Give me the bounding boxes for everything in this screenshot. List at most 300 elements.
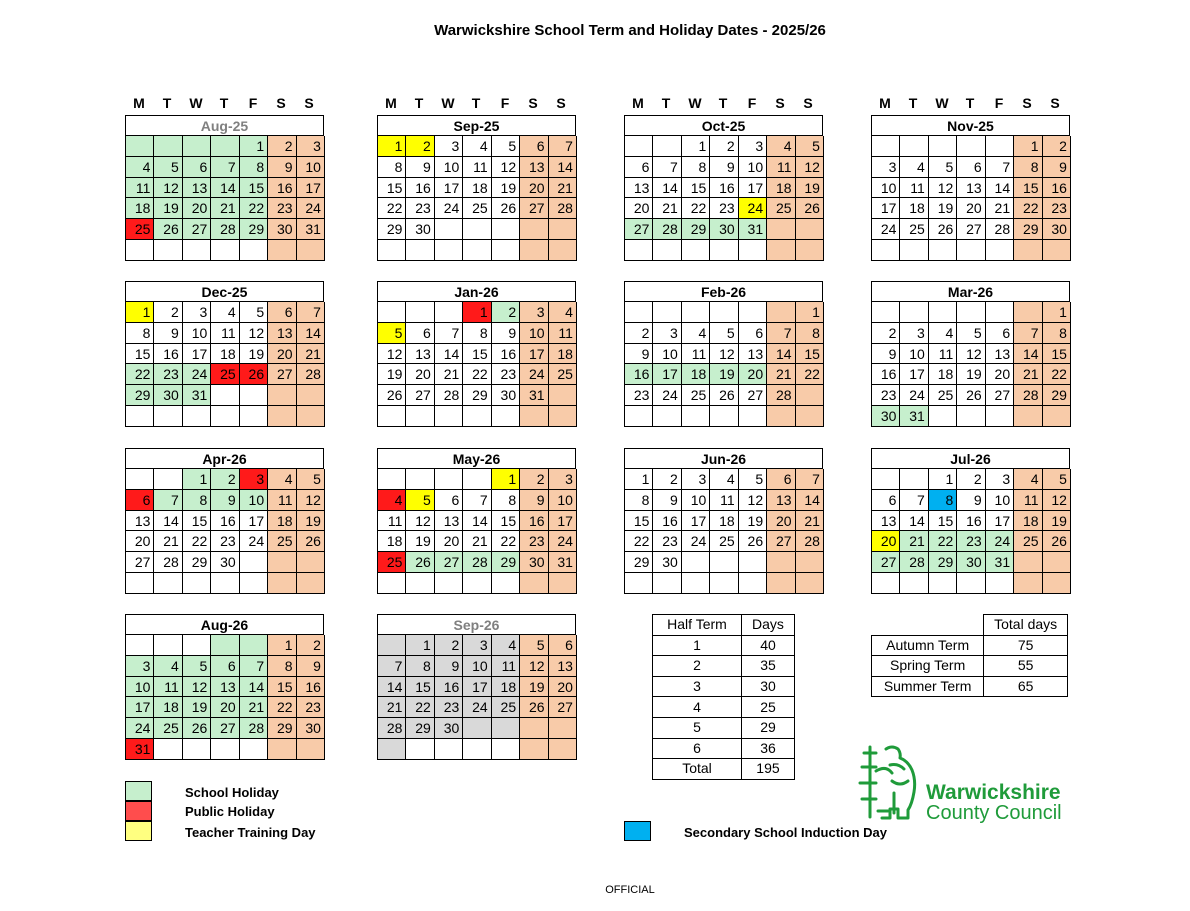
day-cell: 25 xyxy=(710,531,738,552)
day-cell: 29 xyxy=(682,219,710,240)
day-cell xyxy=(653,302,681,323)
day-cell xyxy=(240,739,268,760)
day-cell xyxy=(154,240,182,261)
day-cell: 17 xyxy=(183,344,211,365)
day-cell: 25 xyxy=(463,198,491,219)
day-cell: 14 xyxy=(767,344,795,365)
day-cell xyxy=(492,219,520,240)
day-cell xyxy=(492,573,520,594)
day-cell xyxy=(183,240,211,261)
table-row xyxy=(653,656,795,677)
day-cell: 19 xyxy=(492,178,520,199)
day-header-col4 xyxy=(871,96,1071,110)
day-cell xyxy=(710,406,738,427)
day-cell: 21 xyxy=(549,178,577,199)
day-cell: 10 xyxy=(520,323,548,344)
day-cell: 28 xyxy=(435,385,463,406)
day-cell: 28 xyxy=(796,531,824,552)
month-calendar xyxy=(125,614,324,760)
day-cell xyxy=(739,302,767,323)
day-cell xyxy=(378,573,406,594)
day-cell: 2 xyxy=(1043,136,1071,157)
day-cell xyxy=(406,240,434,261)
day-cell xyxy=(435,302,463,323)
day-cell: 5 xyxy=(297,469,325,490)
day-cell: 3 xyxy=(653,323,681,344)
day-cell: 27 xyxy=(767,531,795,552)
day-cell xyxy=(986,573,1014,594)
day-cell: 5 xyxy=(957,323,985,344)
day-cell: 12 xyxy=(154,178,182,199)
day-cell: 1 xyxy=(183,469,211,490)
day-cell: 19 xyxy=(1043,511,1071,532)
day-cell: 24 xyxy=(435,198,463,219)
day-header-letter: F xyxy=(500,95,510,111)
day-cell xyxy=(154,406,182,427)
table-row xyxy=(653,676,795,697)
day-cell xyxy=(682,406,710,427)
day-header-letter: S xyxy=(803,95,813,111)
month-calendar xyxy=(624,115,823,261)
day-cell: 7 xyxy=(549,136,577,157)
day-cell: 15 xyxy=(463,344,491,365)
day-cell: 23 xyxy=(406,198,434,219)
day-cell: 8 xyxy=(796,323,824,344)
day-cell: 26 xyxy=(154,219,182,240)
day-cell: 25 xyxy=(1014,531,1042,552)
month-title: Sep-25 xyxy=(377,115,576,135)
term-total-days: 65 xyxy=(984,676,1068,697)
day-cell: 16 xyxy=(1043,178,1071,199)
day-cell: 21 xyxy=(900,531,928,552)
day-cell: 17 xyxy=(549,511,577,532)
table-row xyxy=(653,738,795,759)
day-cell: 31 xyxy=(900,406,928,427)
day-cell: 31 xyxy=(520,385,548,406)
day-cell: 4 xyxy=(767,136,795,157)
month-calendar xyxy=(871,448,1070,594)
day-cell xyxy=(957,573,985,594)
day-cell: 10 xyxy=(739,157,767,178)
day-cell xyxy=(1043,406,1071,427)
day-cell xyxy=(682,552,710,573)
day-cell: 5 xyxy=(378,323,406,344)
day-cell: 19 xyxy=(739,511,767,532)
day-cell: 29 xyxy=(268,718,296,739)
day-cell: 6 xyxy=(872,490,900,511)
half-term-days: 36 xyxy=(741,738,794,759)
logo-line2: County Council xyxy=(926,802,1062,824)
day-cell: 2 xyxy=(211,469,239,490)
half-term-days: 195 xyxy=(741,759,794,780)
day-cell: 28 xyxy=(211,219,239,240)
day-cell xyxy=(183,573,211,594)
day-cell xyxy=(549,240,577,261)
day-cell: 9 xyxy=(297,656,325,677)
month-title: Oct-25 xyxy=(624,115,823,135)
legend-induction-day-swatch xyxy=(624,821,651,841)
day-cell xyxy=(463,240,491,261)
day-cell: 5 xyxy=(492,136,520,157)
day-cell: 17 xyxy=(682,511,710,532)
day-cell: 28 xyxy=(767,385,795,406)
day-cell: 16 xyxy=(297,677,325,698)
day-cell: 12 xyxy=(739,490,767,511)
day-cell: 9 xyxy=(710,157,738,178)
day-cell: 18 xyxy=(268,511,296,532)
day-cell: 10 xyxy=(297,157,325,178)
day-cell xyxy=(549,739,577,760)
day-cell xyxy=(986,136,1014,157)
day-cell: 13 xyxy=(767,490,795,511)
day-cell: 13 xyxy=(986,344,1014,365)
day-cell: 15 xyxy=(183,511,211,532)
day-cell: 7 xyxy=(240,656,268,677)
day-cell: 17 xyxy=(739,178,767,199)
day-header-letter: T xyxy=(661,95,671,111)
day-cell xyxy=(211,635,239,656)
day-cell xyxy=(268,385,296,406)
day-cell: 15 xyxy=(625,511,653,532)
day-cell: 8 xyxy=(240,157,268,178)
day-cell: 3 xyxy=(520,302,548,323)
day-cell: 5 xyxy=(739,469,767,490)
day-cell: 15 xyxy=(682,178,710,199)
day-cell: 24 xyxy=(463,697,491,718)
day-header-letter: S xyxy=(276,95,286,111)
day-cell: 29 xyxy=(1014,219,1042,240)
day-cell: 25 xyxy=(767,198,795,219)
half-term-days: 40 xyxy=(741,635,794,656)
day-cell: 15 xyxy=(492,511,520,532)
day-cell: 11 xyxy=(268,490,296,511)
day-cell xyxy=(406,573,434,594)
footer-classification: OFFICIAL xyxy=(605,884,655,896)
day-cell: 25 xyxy=(378,552,406,573)
day-cell xyxy=(1014,573,1042,594)
logo-line1: Warwickshire xyxy=(926,781,1061,804)
day-cell: 22 xyxy=(625,531,653,552)
day-cell: 27 xyxy=(625,219,653,240)
day-cell: 26 xyxy=(406,552,434,573)
day-cell: 10 xyxy=(463,656,491,677)
day-cell: 30 xyxy=(154,385,182,406)
day-cell: 3 xyxy=(682,469,710,490)
page-title: Warwickshire School Term and Holiday Dates - 2025/26 xyxy=(434,22,826,39)
day-cell xyxy=(378,302,406,323)
day-cell: 18 xyxy=(900,198,928,219)
day-cell xyxy=(211,406,239,427)
day-cell: 12 xyxy=(297,490,325,511)
day-cell xyxy=(492,718,520,739)
month-title: Jul-26 xyxy=(871,448,1070,468)
day-cell: 31 xyxy=(549,552,577,573)
day-cell: 13 xyxy=(268,323,296,344)
day-cell: 1 xyxy=(406,635,434,656)
day-cell xyxy=(520,240,548,261)
day-cell xyxy=(297,739,325,760)
day-header-col2 xyxy=(377,96,577,110)
day-cell: 7 xyxy=(986,157,1014,178)
day-cell: 28 xyxy=(1014,385,1042,406)
day-cell: 22 xyxy=(183,531,211,552)
day-cell xyxy=(520,718,548,739)
day-cell xyxy=(710,552,738,573)
day-cell: 9 xyxy=(211,490,239,511)
day-cell: 10 xyxy=(986,490,1014,511)
day-cell: 4 xyxy=(549,302,577,323)
day-cell: 28 xyxy=(297,364,325,385)
day-cell xyxy=(767,219,795,240)
day-cell xyxy=(682,240,710,261)
day-cell: 17 xyxy=(463,677,491,698)
day-cell: 26 xyxy=(297,531,325,552)
half-term-number: 5 xyxy=(653,717,742,738)
day-cell: 8 xyxy=(183,490,211,511)
day-cell: 12 xyxy=(240,323,268,344)
day-header-letter: M xyxy=(879,95,891,111)
day-cell: 17 xyxy=(435,178,463,199)
half-term-header: Half Term xyxy=(653,615,742,636)
day-cell: 4 xyxy=(268,469,296,490)
day-cell: 27 xyxy=(126,552,154,573)
day-cell: 14 xyxy=(796,490,824,511)
day-cell: 22 xyxy=(492,531,520,552)
day-cell: 28 xyxy=(378,718,406,739)
month-calendar xyxy=(125,281,324,427)
day-cell: 27 xyxy=(549,697,577,718)
day-header-letter: W xyxy=(688,95,702,111)
table-row xyxy=(872,676,1068,697)
day-cell: 18 xyxy=(549,344,577,365)
day-cell: 21 xyxy=(463,531,491,552)
day-cell: 3 xyxy=(900,323,928,344)
day-cell: 10 xyxy=(653,344,681,365)
day-cell: 29 xyxy=(1043,385,1071,406)
month-calendar xyxy=(377,115,576,261)
day-cell: 9 xyxy=(154,323,182,344)
day-cell xyxy=(929,573,957,594)
day-cell: 24 xyxy=(549,531,577,552)
day-cell: 5 xyxy=(520,635,548,656)
day-header-letter: T xyxy=(162,95,172,111)
day-cell: 25 xyxy=(268,531,296,552)
day-cell: 25 xyxy=(492,697,520,718)
day-cell: 20 xyxy=(739,364,767,385)
day-cell: 12 xyxy=(796,157,824,178)
day-cell: 7 xyxy=(378,656,406,677)
day-cell: 2 xyxy=(435,635,463,656)
day-cell: 28 xyxy=(900,552,928,573)
day-cell: 25 xyxy=(211,364,239,385)
day-cell xyxy=(492,739,520,760)
day-cell xyxy=(682,573,710,594)
day-cell: 4 xyxy=(900,157,928,178)
legend-school-holiday-label: School Holiday xyxy=(185,785,279,800)
month-grid xyxy=(871,468,1070,594)
day-cell xyxy=(297,573,325,594)
day-cell xyxy=(625,302,653,323)
day-cell: 30 xyxy=(957,552,985,573)
day-cell: 23 xyxy=(268,198,296,219)
day-cell: 19 xyxy=(183,697,211,718)
day-cell: 3 xyxy=(872,157,900,178)
day-cell xyxy=(520,739,548,760)
day-cell: 9 xyxy=(268,157,296,178)
day-cell xyxy=(625,240,653,261)
day-cell: 20 xyxy=(406,364,434,385)
day-cell xyxy=(872,573,900,594)
day-cell: 11 xyxy=(463,157,491,178)
day-cell: 26 xyxy=(240,364,268,385)
day-cell: 9 xyxy=(872,344,900,365)
legend-school-holiday-swatch xyxy=(125,781,152,801)
day-cell: 29 xyxy=(625,552,653,573)
day-cell: 22 xyxy=(929,531,957,552)
day-cell xyxy=(900,302,928,323)
day-cell: 8 xyxy=(682,157,710,178)
half-term-number: 3 xyxy=(653,676,742,697)
day-cell: 25 xyxy=(126,219,154,240)
day-cell xyxy=(796,552,824,573)
day-cell: 13 xyxy=(957,178,985,199)
day-cell: 11 xyxy=(1014,490,1042,511)
day-cell: 27 xyxy=(211,718,239,739)
day-cell: 20 xyxy=(268,344,296,365)
day-cell xyxy=(268,573,296,594)
day-cell: 16 xyxy=(406,178,434,199)
month-calendar xyxy=(377,281,576,427)
day-cell xyxy=(549,406,577,427)
day-cell: 1 xyxy=(492,469,520,490)
day-cell xyxy=(126,240,154,261)
month-calendar xyxy=(125,448,324,594)
day-cell: 2 xyxy=(957,469,985,490)
day-cell: 29 xyxy=(240,219,268,240)
day-cell: 14 xyxy=(986,178,1014,199)
day-cell: 26 xyxy=(796,198,824,219)
day-cell xyxy=(435,219,463,240)
day-cell: 25 xyxy=(682,385,710,406)
day-cell: 14 xyxy=(378,677,406,698)
day-cell xyxy=(268,739,296,760)
day-cell: 8 xyxy=(929,490,957,511)
day-cell: 27 xyxy=(435,552,463,573)
month-title: Aug-25 xyxy=(125,115,324,135)
day-header-col3 xyxy=(624,96,824,110)
day-cell: 6 xyxy=(625,157,653,178)
day-cell: 15 xyxy=(378,178,406,199)
day-header-letter: W xyxy=(935,95,949,111)
day-cell: 23 xyxy=(1043,198,1071,219)
month-calendar xyxy=(871,115,1070,261)
day-cell: 30 xyxy=(268,219,296,240)
day-cell xyxy=(297,385,325,406)
day-cell: 18 xyxy=(126,198,154,219)
day-cell xyxy=(435,573,463,594)
day-cell: 13 xyxy=(406,344,434,365)
total-days-header: Total days xyxy=(984,615,1068,636)
day-cell xyxy=(154,469,182,490)
day-cell: 15 xyxy=(796,344,824,365)
day-cell: 8 xyxy=(625,490,653,511)
day-cell xyxy=(957,302,985,323)
day-cell: 9 xyxy=(520,490,548,511)
day-cell: 20 xyxy=(767,511,795,532)
day-cell: 22 xyxy=(126,364,154,385)
day-cell xyxy=(1014,240,1042,261)
day-cell: 9 xyxy=(1043,157,1071,178)
day-cell: 19 xyxy=(406,531,434,552)
day-cell: 10 xyxy=(900,344,928,365)
day-cell: 5 xyxy=(1043,469,1071,490)
day-cell: 18 xyxy=(1014,511,1042,532)
day-cell: 17 xyxy=(240,511,268,532)
day-cell: 13 xyxy=(126,511,154,532)
day-cell xyxy=(796,385,824,406)
day-cell: 27 xyxy=(872,552,900,573)
day-cell xyxy=(900,136,928,157)
day-cell: 31 xyxy=(739,219,767,240)
day-header-letter: T xyxy=(718,95,728,111)
day-cell: 18 xyxy=(929,364,957,385)
month-grid xyxy=(377,301,576,427)
day-cell: 17 xyxy=(900,364,928,385)
month-grid xyxy=(377,468,576,594)
day-cell: 16 xyxy=(957,511,985,532)
day-cell: 30 xyxy=(211,552,239,573)
day-cell xyxy=(378,739,406,760)
day-cell: 3 xyxy=(549,469,577,490)
legend-induction-day-label: Secondary School Induction Day xyxy=(684,825,887,840)
day-cell: 1 xyxy=(1043,302,1071,323)
day-cell: 2 xyxy=(625,323,653,344)
month-grid xyxy=(377,135,576,261)
day-cell xyxy=(211,739,239,760)
day-cell: 23 xyxy=(653,531,681,552)
day-cell xyxy=(378,635,406,656)
day-cell: 20 xyxy=(872,531,900,552)
day-cell: 21 xyxy=(653,198,681,219)
day-cell: 11 xyxy=(492,656,520,677)
day-cell: 3 xyxy=(297,136,325,157)
day-cell: 24 xyxy=(900,385,928,406)
day-cell: 6 xyxy=(986,323,1014,344)
day-cell xyxy=(710,302,738,323)
day-cell: 28 xyxy=(653,219,681,240)
month-calendar xyxy=(624,448,823,594)
day-cell: 12 xyxy=(520,656,548,677)
day-cell: 11 xyxy=(126,178,154,199)
day-cell: 15 xyxy=(268,677,296,698)
day-header-col1 xyxy=(125,96,325,110)
day-cell xyxy=(406,302,434,323)
day-cell: 23 xyxy=(154,364,182,385)
day-cell xyxy=(240,385,268,406)
day-cell: 20 xyxy=(183,198,211,219)
month-grid xyxy=(871,301,1070,427)
day-cell: 16 xyxy=(435,677,463,698)
day-cell: 27 xyxy=(986,385,1014,406)
month-grid xyxy=(125,634,324,760)
day-header-letter: F xyxy=(747,95,757,111)
day-cell: 8 xyxy=(1043,323,1071,344)
day-cell: 2 xyxy=(268,136,296,157)
day-cell xyxy=(767,240,795,261)
day-cell: 14 xyxy=(240,677,268,698)
day-cell: 15 xyxy=(929,511,957,532)
day-cell xyxy=(653,406,681,427)
